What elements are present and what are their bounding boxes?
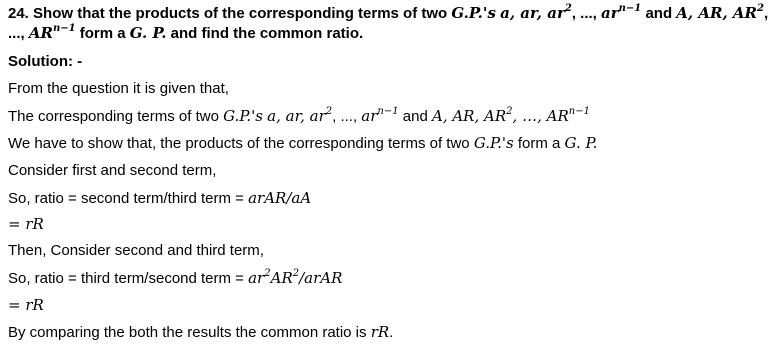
and-word: and	[645, 5, 673, 22]
question-number: 24.	[8, 5, 29, 22]
gp-singular: G. P.	[129, 24, 167, 42]
gp-plural: G.P.'s	[451, 4, 496, 22]
ratio-1-line: So, ratio = second term/third term = arAR/aA	[8, 189, 312, 207]
terms-a: a, ar, $ar^2$	[500, 3, 572, 22]
consider-first-line: Consider first and second term,	[8, 162, 217, 179]
conclusion-line: By comparing the both the results the common ratio is rR.	[8, 323, 394, 341]
term-a-last: $ar^{n-1}$	[601, 3, 642, 22]
then-line: Then, Consider second and third term,	[8, 242, 264, 259]
question-text: Show that the products of the corresponding terms of two	[33, 5, 448, 22]
question-line-1: 24. Show that the products of the corresponding terms of two G.P.'s a, ar, $ar^2$, ..., $ar^{n-1}$ and A, AR, $AR^2$,	[8, 3, 768, 22]
show-line: We have to show that, the products of the corresponding terms of two G.P.'s form a G. P.	[8, 134, 598, 152]
term-A-last: $AR^{n-1}$	[28, 23, 76, 42]
corresponding-line: The corresponding terms of two G.P.'s a, ar, $ar^2$, ..., $ar^{n-1}$ and A, AR, $AR^2$, …, $AR^{n-1}$	[8, 106, 590, 125]
terms-A: A, AR, $AR^2$	[676, 3, 764, 22]
ratio-2-line: So, ratio = third term/second term = $ar^2AR^2$/arAR	[8, 268, 343, 287]
ratio-1-expression: arAR/aA	[248, 189, 312, 207]
result-1: = rR	[8, 215, 44, 233]
result-2: = rR	[8, 296, 44, 314]
solution-label: Solution: -	[8, 53, 83, 70]
given-line: From the question it is given that,	[8, 80, 229, 97]
ratio-2-expression: $ar^2AR^2$/arAR	[248, 268, 343, 287]
question-line-2: ..., $AR^{n-1}$ form a G. P. and find the common ratio.	[8, 23, 364, 42]
